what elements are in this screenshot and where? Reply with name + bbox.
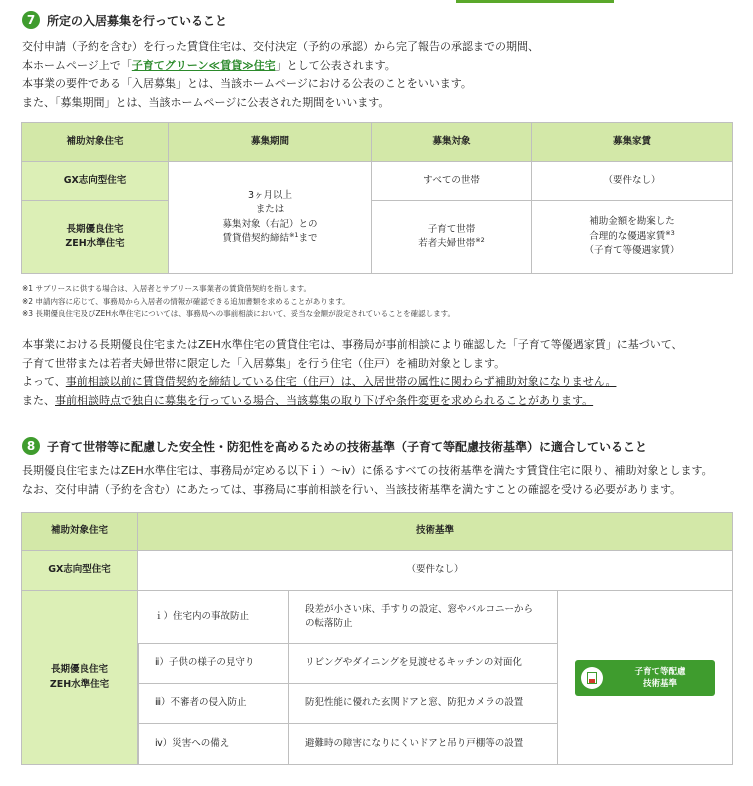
body-line4: また、事前相談時点で独自に募集を行っている場合、当該募集の取り下げや条件変更を求められることがあります。: [22, 393, 594, 407]
standard-item-desc: 段差が小さい床、手すりの設定、窓やバルコニーから の転落防止: [289, 591, 558, 644]
col-header-housing: 補助対象住宅: [21, 512, 138, 551]
section7-title: 所定の入居募集を行っていること: [47, 13, 228, 28]
period-line2: または: [255, 204, 285, 215]
rent-preferential: 補助金額を勘案した 合理的な優遇家賃$^{※3}$ （子育て等優遇家賃）: [532, 201, 733, 274]
row-label-long-zeh: 長期優良住宅 ZEH水準住宅: [21, 201, 169, 274]
section7-body: [22, 336, 683, 410]
row-label-gx: GX志向型住宅: [21, 162, 169, 201]
period-line4: 賃貸借契約締結$^{※1}$まで: [222, 231, 318, 244]
col-header-period: 募集期間: [169, 122, 372, 162]
footnotes: [22, 283, 455, 321]
rental-housing-link[interactable]: 子育てグリーン≪賃貸≫住宅: [131, 58, 276, 72]
standard-item-desc: リビングやダイニングを見渡せるキッチンの対面化: [289, 644, 558, 684]
section8-title: 子育て世帯等に配慮した安全性・防犯性を高めるための技術基準（子育て等配慮技術基準）に適合していること: [47, 439, 648, 454]
section8-line2: なお、交付申請（予約を含む）にあたっては、事務局に事前相談を行い、当該技術基準を満たすことの確認を受ける必要があります。: [22, 482, 682, 496]
col-header-rent: 募集家賃: [532, 122, 733, 162]
standard-item-desc: 防犯性能に優れた玄関ドアと窓、防犯カメラの設置: [289, 684, 558, 724]
body-line1: 本事業における長期優良住宅またはZEH水準住宅の賃貸住宅は、事務局が事前相談により確認した「子育て等優遇家賃」に基づいて、: [22, 338, 683, 351]
section7-line4: また、「募集期間」とは、当該ホームページに公表された期間をいいます。: [22, 95, 390, 109]
target-all: すべての世帯: [372, 162, 532, 201]
recruitment-table: [21, 122, 733, 274]
section8-heading: [22, 437, 647, 455]
section7-line2-pre: 本ホームページ上で「: [22, 58, 132, 72]
footnote-1: ※1 サブリースに供する場合は、入居者とサブリース事業者の賃貸借契約を指します。: [22, 284, 311, 293]
col-header-standards: 技術基準: [138, 512, 733, 551]
childcare-standards-pdf-button[interactable]: 子育て等配慮 技術基準: [575, 660, 715, 696]
row-label-long-zeh: 長期優良住宅 ZEH水準住宅: [21, 591, 138, 765]
body-line2: 子育て世帯または若者夫婦世帯に限定した「入居募集」を行う住宅（住戸）を補助対象とします。: [22, 356, 506, 370]
body-line4-underlined: 事前相談時点で独自に募集を行っている場合、当該募集の取り下げや条件変更を求められることがあります。: [55, 393, 594, 407]
section8-intro: [22, 462, 713, 499]
section7-heading: [22, 11, 227, 29]
rent-none: （要件なし）: [532, 162, 733, 201]
standard-item-desc: 避難時の障害になりにくいドアと吊り戸棚等の設置: [289, 724, 558, 765]
section7-line2: [22, 57, 539, 76]
period-line3: 募集対象（右記）との: [222, 218, 318, 230]
period-line1: 3ヶ月以上: [247, 189, 293, 201]
body-line3-underlined: 事前相談以前に賃貸借契約を締結している住宅（住戸）は、入居世帯の属性に関わらず補助対象になりません。: [65, 375, 617, 388]
standard-item-name: ⅳ）災害への備え: [138, 724, 289, 765]
row-label-gx: GX志向型住宅: [21, 551, 138, 591]
target-family: 子育て世帯 若者夫婦世帯$^{※2}$: [372, 201, 532, 274]
footnote-3: ※3 長期優良住宅及びZEH水準住宅については、事務局への事前相談において、妥当な金額が設定されていることを確認します。: [22, 309, 456, 318]
col-header-housing: 補助対象住宅: [21, 122, 169, 162]
section8-line1: 長期優良住宅またはZEH水準住宅は、事務局が定める以下ｉ）～ⅳ）に係るすべての技術基準を満たす賃貸住宅に限り、補助対象とします。: [22, 464, 713, 477]
standard-item-name: ⅱ）子供の様子の見守り: [138, 644, 289, 684]
section8-number-badge: 8: [22, 437, 40, 455]
footnote-2: ※2 申請内容に応じて、事務局から入居者の情報が確認できる追加書類を求めることがあります。: [22, 296, 350, 306]
col-header-target: 募集対象: [372, 122, 532, 162]
standards-button-cell: [558, 591, 733, 765]
technical-standards-table: [21, 512, 733, 765]
section7-number-badge: 7: [22, 11, 40, 29]
standard-item-name: ｉ）住宅内の事故防止: [138, 591, 289, 644]
section7-line1: 交付申請（予約を含む）を行った賃貸住宅は、交付決定（予約の承認）から完了報告の承認までの期間、: [22, 40, 539, 53]
pdf-document-icon: [581, 667, 603, 689]
gx-no-requirement: （要件なし）: [138, 551, 733, 591]
standard-item-name: ⅲ）不審者の侵入防止: [138, 684, 289, 724]
body-line3: よって、事前相談以前に賃貸借契約を締結している住宅（住戸）は、入居世帯の属性に関わらず補助対象になりません。: [22, 375, 617, 388]
section7-line2-post: 」として公表されます。: [275, 58, 396, 72]
section7-intro: [22, 38, 539, 112]
active-tab-indicator: [456, 0, 614, 3]
section7-line3: 本事業の要件である「入居募集」とは、当該ホームページにおける公表のことをいいます。: [22, 77, 472, 90]
period-cell: [169, 162, 372, 274]
